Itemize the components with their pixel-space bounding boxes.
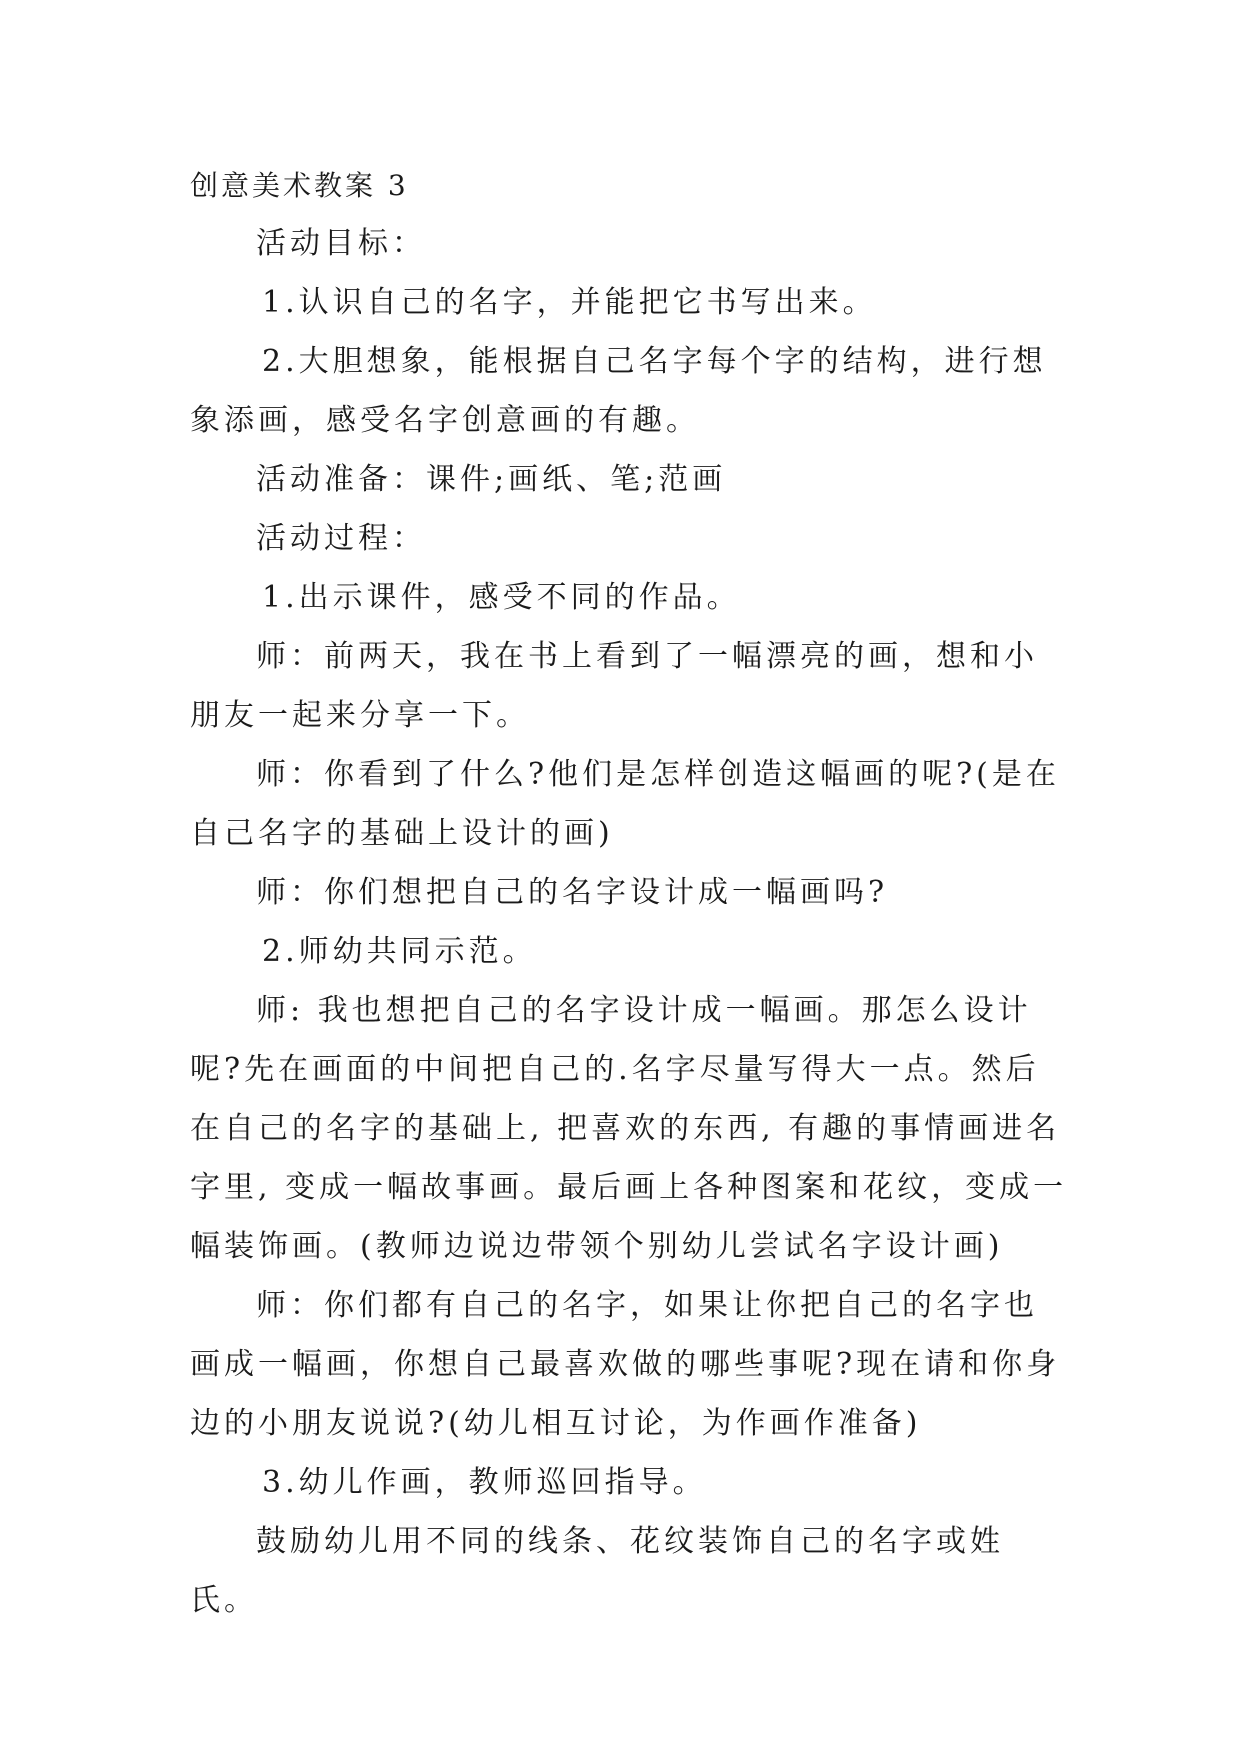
teacher-line: 师: 我也想把自己的名字设计成一幅画。那怎么设计呢?先在画面的中间把自己的.名字尽量写得大一点。然后在自己的名字的基础上, 把喜欢的东西, 有趣的事情画进名字里, 变成一幅故事画。最后画上各种图案和花纹，变成一幅装饰画。(教师边说边带领个别幼儿尝试名字设计画) <box>190 993 1068 1264</box>
section-heading-goals: 活动目标： <box>256 226 426 261</box>
section-heading-process: 活动过程： <box>256 521 426 556</box>
document-body <box>190 214 1070 1630</box>
teacher-line: 师：你们都有自己的名字，如果让你把自己的名字也画成一幅画，你想自己最喜欢做的哪些事呢?现在请和你身边的小朋友说说?(幼儿相互讨论，为作画作准备) <box>190 1288 1061 1441</box>
teacher-line: 师：你们想把自己的名字设计成一幅画吗? <box>256 875 889 910</box>
preparation-line: 活动准备：课件;画纸、笔;范画 <box>256 462 727 497</box>
document-title: 创意美术教案 3 <box>190 169 409 202</box>
teacher-line: 师：前两天，我在书上看到了一幅漂亮的画，想和小朋友一起来分享一下。 <box>190 639 1038 733</box>
process-step-1: 1.出示课件，感受不同的作品。 <box>262 580 741 615</box>
process-step-2: 2.师幼共同示范。 <box>262 934 537 969</box>
goal-item-2: 2.大胆想象，能根据自己名字每个字的结构，进行想象添画，感受名字创意画的有趣。 <box>190 344 1047 438</box>
goal-item-1: 1.认识自己的名字，并能把它书写出来。 <box>262 285 877 320</box>
teacher-line: 师：你看到了什么?他们是怎样创造这幅画的呢?(是在自己名字的基础上设计的画) <box>190 757 1060 851</box>
body-paragraph: 鼓励幼儿用不同的线条、花纹装饰自己的名字或姓氏。 <box>190 1524 1004 1618</box>
process-step-3: 3.幼儿作画，教师巡回指导。 <box>262 1465 707 1500</box>
